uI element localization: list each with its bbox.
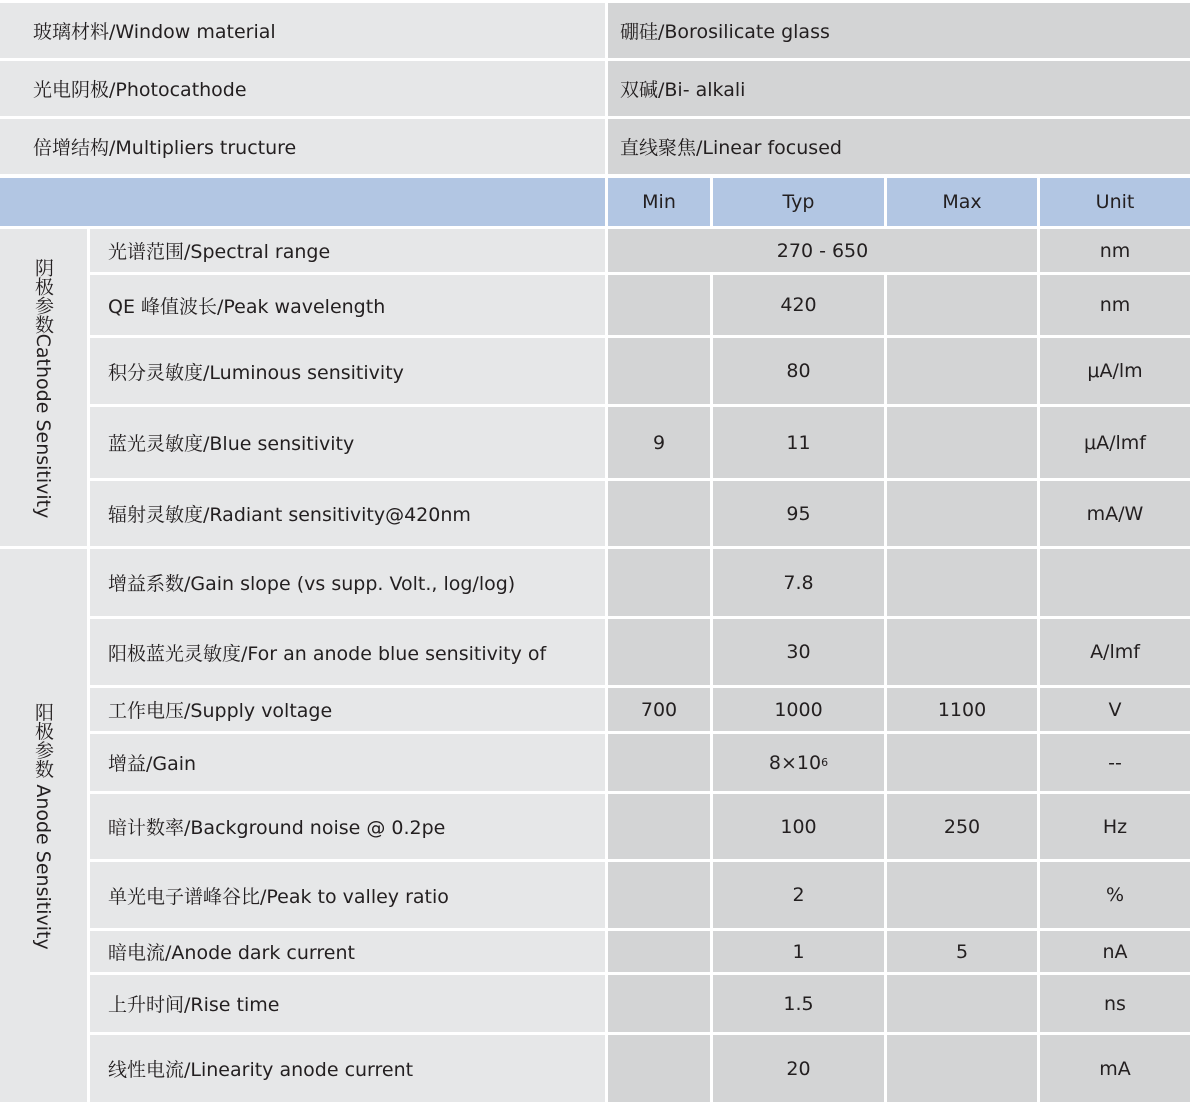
cathode-row-3-unit	[1040, 338, 1190, 404]
anode-row-2-unit-text: A/lmf	[1090, 641, 1140, 663]
anode-row-5-max	[887, 794, 1037, 859]
cathode-row-2-max	[887, 275, 1037, 335]
anode-row-6-label	[90, 862, 605, 928]
anode-row-1-typ	[713, 549, 884, 616]
anode-row-3-typ-text: 1000	[774, 698, 823, 721]
header-min	[608, 178, 710, 226]
anode-row-4-label-text: 增益/Gain	[108, 753, 197, 775]
anode-row-4-typ	[713, 734, 884, 791]
anode-row-6-typ	[713, 862, 884, 928]
property-label-text: 光电阴极/Photocathode	[33, 79, 247, 101]
property-label	[0, 119, 605, 174]
cathode-row-5-unit-text: mA/W	[1086, 502, 1144, 525]
anode-row-6-max	[887, 862, 1037, 928]
cathode-row-1-unit	[1040, 229, 1190, 272]
property-value	[608, 61, 1190, 116]
anode-row-9-typ-text: 20	[786, 1057, 811, 1080]
anode-row-3-label-text: 工作电压/Supply voltage	[108, 700, 333, 722]
anode-row-8-unit-text: ns	[1104, 992, 1126, 1015]
anode-row-5-unit	[1040, 794, 1190, 859]
anode-row-9-min	[608, 1035, 710, 1102]
property-label	[0, 61, 605, 116]
cathode-row-5-label	[90, 481, 605, 546]
anode-row-6-typ-text: 2	[792, 884, 805, 906]
anode-row-8-typ	[713, 975, 884, 1032]
anode-row-7-label-text: 暗电流/Anode dark current	[108, 942, 355, 964]
anode-row-3-max-text: 1100	[937, 698, 987, 721]
header-typ-text: Typ	[782, 191, 815, 213]
cathode-group-label	[0, 229, 87, 546]
anode-row-8-label-text: 上升时间/Rise time	[108, 994, 280, 1016]
anode-row-5-min	[608, 794, 710, 859]
anode-row-2-label	[90, 619, 605, 685]
anode-row-7-min	[608, 931, 710, 972]
header-blank	[0, 178, 605, 226]
cathode-row-1-label-text: 光谱范围/Spectral range	[108, 241, 331, 263]
anode-row-2-max	[887, 619, 1037, 685]
property-label-text: 玻璃材料/Window material	[33, 21, 276, 43]
header-unit	[1040, 178, 1190, 226]
header-unit-text: Unit	[1095, 191, 1135, 213]
cathode-row-3-typ	[713, 338, 884, 404]
anode-row-2-min	[608, 619, 710, 685]
anode-row-1-label-text: 增益系数/Gain slope (vs supp. Volt., log/log)	[108, 573, 516, 595]
cathode-row-3-max	[887, 338, 1037, 404]
cathode-row-3-typ-text: 80	[786, 360, 811, 382]
cathode-row-1-typ-text: 270 - 650	[776, 239, 869, 262]
anode-row-8-unit	[1040, 975, 1190, 1032]
anode-row-4-max	[887, 734, 1037, 791]
anode-row-7-unit-text: nA	[1102, 940, 1128, 963]
cathode-row-2-label	[90, 275, 605, 335]
anode-row-1-min	[608, 549, 710, 616]
anode-row-9-typ	[713, 1035, 884, 1102]
anode-row-7-unit	[1040, 931, 1190, 972]
cathode-row-3-unit-text: μA/lm	[1087, 360, 1143, 382]
anode-row-8-label	[90, 975, 605, 1032]
cathode-row-1-unit-text: nm	[1099, 239, 1131, 262]
anode-row-3-typ	[713, 688, 884, 731]
anode-row-5-typ	[713, 794, 884, 859]
anode-row-5-label	[90, 794, 605, 859]
cathode-row-1-typ	[608, 229, 1037, 272]
cathode-group-label-text: 阴极参数Cathode Sensitivity	[32, 257, 54, 518]
cathode-row-4-unit	[1040, 407, 1190, 478]
cathode-row-3-label	[90, 338, 605, 404]
cathode-row-5-min	[608, 481, 710, 546]
property-value-text: 双碱/Bi- alkali	[620, 79, 746, 101]
anode-row-5-typ-text: 100	[780, 815, 817, 838]
cathode-row-2-typ-text: 420	[780, 294, 817, 316]
property-label-text: 倍增结构/Multipliers tructure	[33, 137, 297, 159]
anode-row-9-unit-text: mA	[1099, 1057, 1131, 1080]
anode-row-3-label	[90, 688, 605, 731]
cathode-row-4-typ	[713, 407, 884, 478]
anode-row-3-min-text: 700	[640, 698, 678, 721]
anode-row-3-unit	[1040, 688, 1190, 731]
cathode-row-4-min	[608, 407, 710, 478]
cathode-row-2-typ	[713, 275, 884, 335]
cathode-row-3-label-text: 积分灵敏度/Luminous sensitivity	[108, 361, 404, 384]
anode-row-2-unit	[1040, 619, 1190, 685]
anode-row-7-typ	[713, 931, 884, 972]
anode-row-6-label-text: 单光电子谱峰谷比/Peak to valley ratio	[108, 885, 449, 908]
anode-row-7-max-text: 5	[955, 940, 969, 963]
anode-row-8-min	[608, 975, 710, 1032]
anode-row-6-unit	[1040, 862, 1190, 928]
anode-row-1-label	[90, 549, 605, 616]
cathode-row-4-min-text: 9	[652, 431, 666, 454]
anode-row-4-unit	[1040, 734, 1190, 791]
cathode-row-5-max	[887, 481, 1037, 546]
anode-row-4-typ-exponent: 6	[821, 756, 829, 769]
anode-row-4-unit-text: --	[1108, 751, 1122, 774]
anode-row-7-max	[887, 931, 1037, 972]
cathode-row-4-label	[90, 407, 605, 478]
anode-row-1-unit	[1040, 549, 1190, 616]
anode-row-9-unit	[1040, 1035, 1190, 1102]
anode-row-5-unit-text: Hz	[1102, 815, 1128, 838]
anode-row-1-max	[887, 549, 1037, 616]
anode-row-5-label-text: 暗计数率/Background noise @ 0.2pe	[108, 817, 446, 839]
anode-row-9-label-text: 线性电流/Linearity anode current	[108, 1059, 414, 1081]
cathode-row-5-unit	[1040, 481, 1190, 546]
anode-row-5-max-text: 250	[943, 815, 981, 838]
header-min-text: Min	[642, 191, 676, 213]
cathode-row-2-unit	[1040, 275, 1190, 335]
anode-row-6-min	[608, 862, 710, 928]
property-value	[608, 119, 1190, 174]
header-typ	[713, 178, 884, 226]
cathode-row-2-min	[608, 275, 710, 335]
anode-row-7-label	[90, 931, 605, 972]
property-label	[0, 3, 605, 58]
anode-row-2-label-text: 阳极蓝光灵敏度/For an anode blue sensitivity of	[108, 642, 547, 665]
cathode-row-1-label	[90, 229, 605, 272]
cathode-row-4-label-text: 蓝光灵敏度/Blue sensitivity	[108, 433, 355, 455]
property-value-text: 直线聚焦/Linear focused	[620, 137, 842, 159]
header-max	[887, 178, 1037, 226]
cathode-row-4-unit-text: μA/lmf	[1084, 431, 1146, 454]
cathode-row-5-typ	[713, 481, 884, 546]
anode-row-3-max	[887, 688, 1037, 731]
anode-row-9-max	[887, 1035, 1037, 1102]
anode-row-9-label	[90, 1035, 605, 1102]
property-value-text: 硼硅/Borosilicate glass	[620, 21, 830, 43]
cathode-row-2-label-text: QE 峰值波长/Peak wavelength	[108, 295, 386, 318]
anode-row-7-typ-text: 1	[792, 940, 805, 963]
anode-row-8-max	[887, 975, 1037, 1032]
anode-row-8-typ-text: 1.5	[783, 992, 814, 1015]
anode-row-1-typ-text: 7.8	[783, 571, 814, 594]
anode-row-3-min	[608, 688, 710, 731]
cathode-row-4-typ-text: 11	[786, 431, 811, 454]
anode-row-4-typ-text: 8×10	[768, 751, 822, 774]
cathode-row-4-max	[887, 407, 1037, 478]
header-max-text: Max	[942, 191, 982, 213]
anode-row-2-typ	[713, 619, 884, 685]
property-value	[608, 3, 1190, 58]
anode-group-label-text: 阳极参数 Anode Sensitivity	[32, 701, 54, 950]
cathode-row-5-typ-text: 95	[786, 502, 811, 525]
cathode-row-2-unit-text: nm	[1099, 294, 1131, 316]
cathode-row-5-label-text: 辐射灵敏度/Radiant sensitivity@420nm	[108, 504, 471, 526]
cathode-row-3-min	[608, 338, 710, 404]
anode-row-2-typ-text: 30	[786, 641, 811, 663]
anode-row-3-unit-text: V	[1108, 698, 1122, 721]
anode-row-4-label	[90, 734, 605, 791]
anode-row-4-min	[608, 734, 710, 791]
anode-group-label	[0, 549, 87, 1102]
anode-row-6-unit-text: %	[1105, 884, 1125, 906]
